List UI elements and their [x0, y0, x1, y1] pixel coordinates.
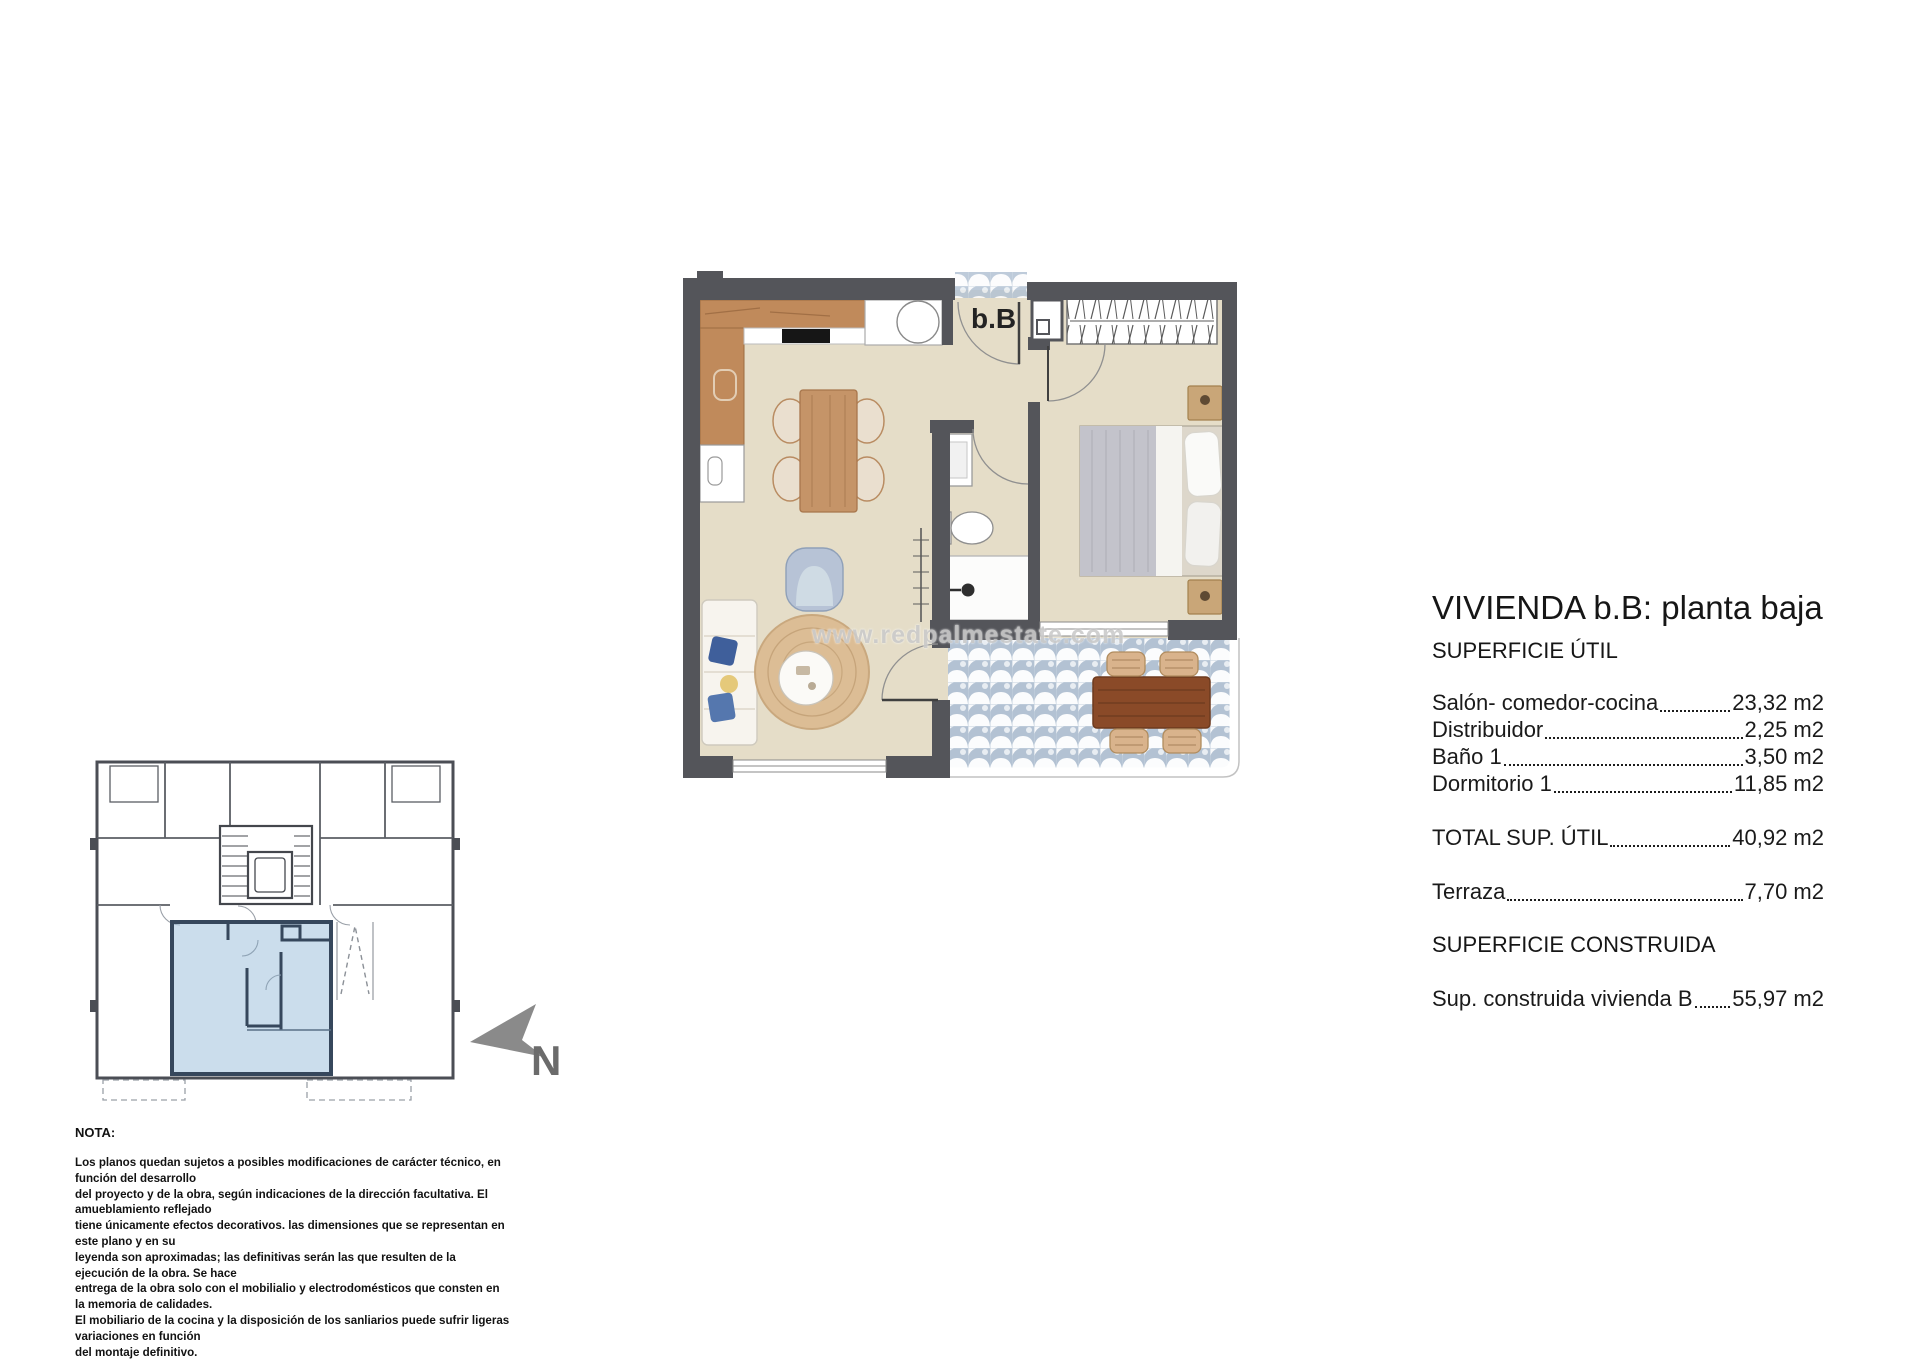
constructed-label: Sup. construida vivienda B	[1432, 986, 1693, 1011]
nota-line: entrega de la obra solo con el mobilialio y electrodomésticos que consten en la memoria de calidades.	[75, 1282, 500, 1312]
nota-line: tiene únicamente efectos decorativos. las dimensiones que se representan en este plano y en su	[75, 1219, 505, 1248]
dot-leader	[1545, 737, 1742, 739]
ground-terraces-dashed	[103, 1080, 411, 1100]
terraza-value: 7,70 m2	[1744, 879, 1824, 904]
room-label: Salón- comedor-cocina	[1432, 690, 1659, 715]
site-plan	[70, 745, 580, 1115]
highlighted-unit	[170, 920, 333, 1076]
cooktop	[782, 329, 830, 343]
terraza-row	[1432, 878, 1824, 905]
dot-leader	[1507, 899, 1742, 901]
room-value: 11,85 m2	[1733, 771, 1824, 796]
entry-niche	[1032, 300, 1062, 340]
nota-line: leyenda son aproximadas; las definitivas serán las que resulten de la ejecución de la obra. Se hace	[75, 1250, 456, 1280]
room-area-list	[1432, 689, 1824, 797]
armchair	[786, 548, 843, 611]
wardrobe	[1067, 298, 1217, 344]
north-arrow	[470, 1004, 561, 1084]
north-label: N	[531, 1037, 562, 1084]
dining-table	[800, 390, 857, 512]
info-panel	[1432, 588, 1824, 1012]
landing-tiles	[955, 272, 1027, 298]
terrace-table	[1093, 677, 1210, 728]
section-superficie-util: SUPERFICIE ÚTIL	[1432, 638, 1618, 663]
dot-leader	[1504, 764, 1743, 766]
terrace	[948, 638, 1239, 777]
nota-line: Los planos quedan sujetos a posibles modificaciones de carácter técnico, en función del desarrollo	[75, 1156, 501, 1185]
nota-line: del montaje definitivo.	[75, 1345, 198, 1359]
total-label: TOTAL SUP. ÚTIL	[1432, 825, 1609, 850]
constructed-row	[1432, 985, 1824, 1012]
dot-leader	[1695, 1006, 1731, 1008]
room-label: Baño 1	[1432, 744, 1502, 769]
kitchen-sink	[897, 301, 939, 343]
sofa	[702, 600, 757, 745]
shower-drain	[962, 584, 975, 597]
terraza-label: Terraza	[1432, 879, 1506, 904]
room-row	[1432, 743, 1824, 770]
nota-heading: NOTA:	[75, 1125, 116, 1140]
dot-leader	[1554, 791, 1732, 793]
constructed-value: 55,97 m2	[1732, 986, 1824, 1011]
total-row	[1432, 824, 1824, 851]
unit-label: b.B	[971, 303, 1017, 334]
total-value: 40,92 m2	[1732, 825, 1824, 850]
dot-leader	[1610, 845, 1730, 847]
dot-leader	[1660, 710, 1730, 712]
coffee-table	[779, 651, 833, 705]
page-title: VIVIENDA b.B: planta baja	[1432, 589, 1823, 626]
watermark: www.redpalmestate.com	[812, 621, 1126, 649]
bed	[1080, 426, 1226, 576]
room-value: 23,32 m2	[1732, 690, 1824, 715]
room-value: 2,25 m2	[1744, 717, 1824, 742]
room-row	[1432, 716, 1824, 743]
main-floor-plan	[660, 240, 1260, 820]
nota-line: El mobiliario de la cocina y la disposición de los sanliarios puede sufrir ligeras variaciones en función	[75, 1313, 510, 1343]
section-superficie-construida: SUPERFICIE CONSTRUIDA	[1432, 932, 1716, 957]
nota-paragraph	[75, 1155, 511, 1360]
stair-core	[220, 826, 312, 904]
room-label: Dormitorio 1	[1432, 771, 1552, 796]
room-value: 3,50 m2	[1744, 744, 1824, 769]
nota-line: del proyecto y de la obra, según indicaciones de la dirección facultativa. El amueblamiento reflejado	[75, 1187, 488, 1217]
room-label: Distribuidor	[1432, 717, 1544, 742]
room-row	[1432, 770, 1824, 797]
nota-block	[75, 1125, 511, 1360]
room-row	[1432, 689, 1824, 716]
